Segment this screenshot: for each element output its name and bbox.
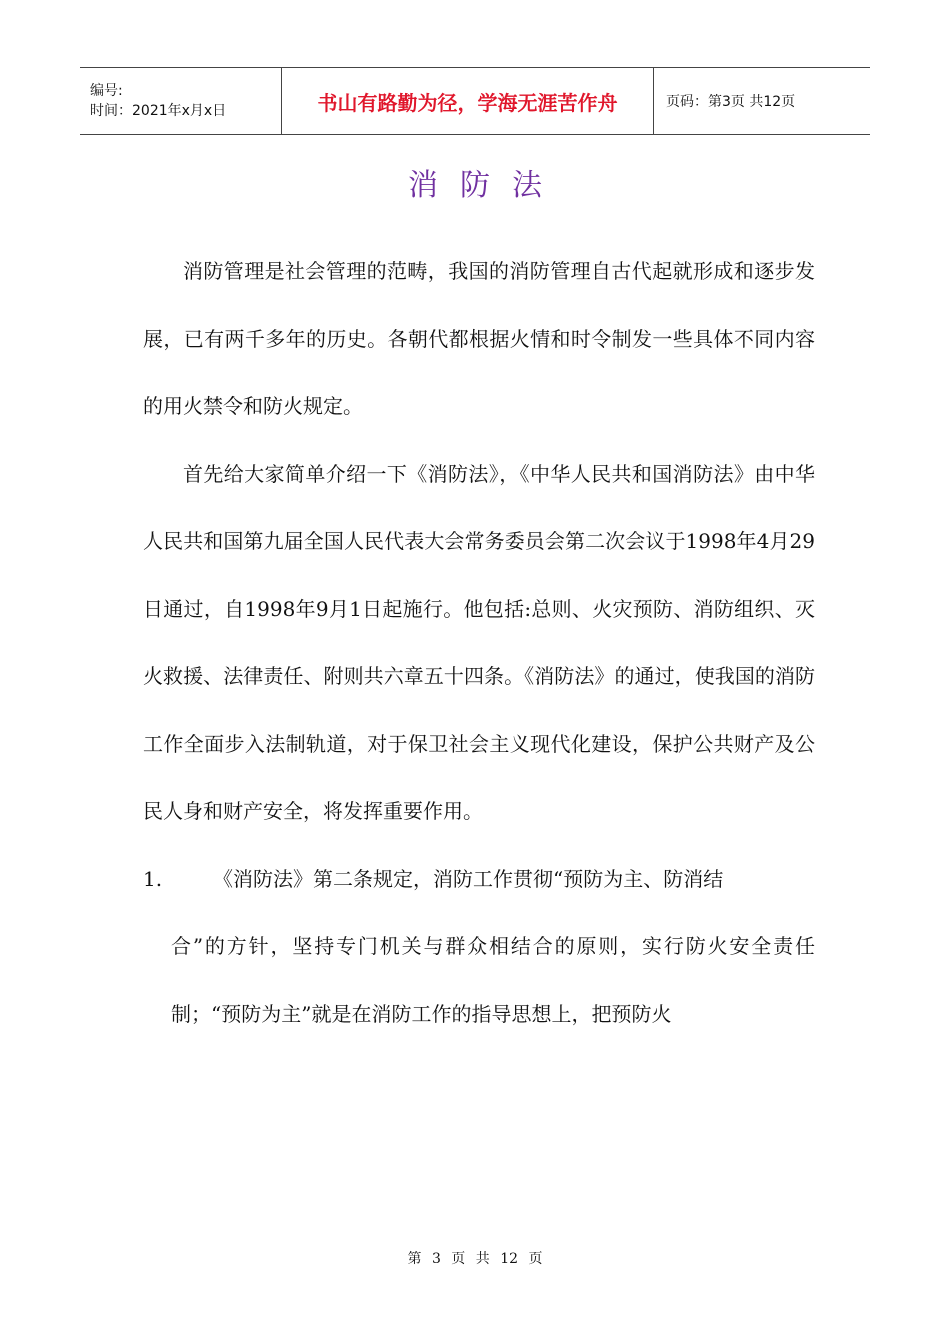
document-time-label: 时间：2021年x月x日 xyxy=(90,103,227,119)
document-body xyxy=(143,238,815,1048)
header-motto: 书山有路勤为径，学海无涯苦作舟 xyxy=(282,68,654,134)
header-page-info: 页码：第3页 共12页 xyxy=(666,94,796,110)
header-meta-cell xyxy=(80,68,282,134)
paragraph-intro: 消防管理是社会管理的范畴，我国的消防管理自古代起就形成和逐步发展，已有两千多年的历史。各朝代都根据火情和时令制发一些具体不同内容的用火禁令和防火规定。 xyxy=(143,259,815,418)
list-item-continuation: 合”的方针，坚持专门机关与群众相结合的原则，实行防火安全责任制；“预防为主”就是在消防工作的指导思想上，把预防火 xyxy=(171,934,815,1026)
list-item xyxy=(143,846,815,914)
page-footer: 第 3 页 共 12 页 xyxy=(407,1251,543,1267)
header-table xyxy=(80,67,870,135)
list-item-number: 1. xyxy=(143,866,163,891)
document-number-label: 编号: xyxy=(90,83,123,99)
list-item-first-line: 《消防法》第二条规定，消防工作贯彻“预防为主、防消结 xyxy=(213,866,724,891)
paragraph-law-summary: 首先给大家简单介绍一下《消防法》，《中华人民共和国消防法》由中华人民共和国第九届全国人民代表大会常务委员会第二次会议于1998年4月29日通过，自1998年9月1日起施行。他包括:总则、火灾预防、消防组织、灭火救援、法律责任、附则共六章五十四条。《消防法》的通过，使我国的消防工作全面步入法制轨道，对于保卫社会主义现代化建设，保护公共财产及公民人身和财产安全，将发挥重要作用。 xyxy=(143,461,815,823)
document-title: 消防法 xyxy=(408,168,564,203)
